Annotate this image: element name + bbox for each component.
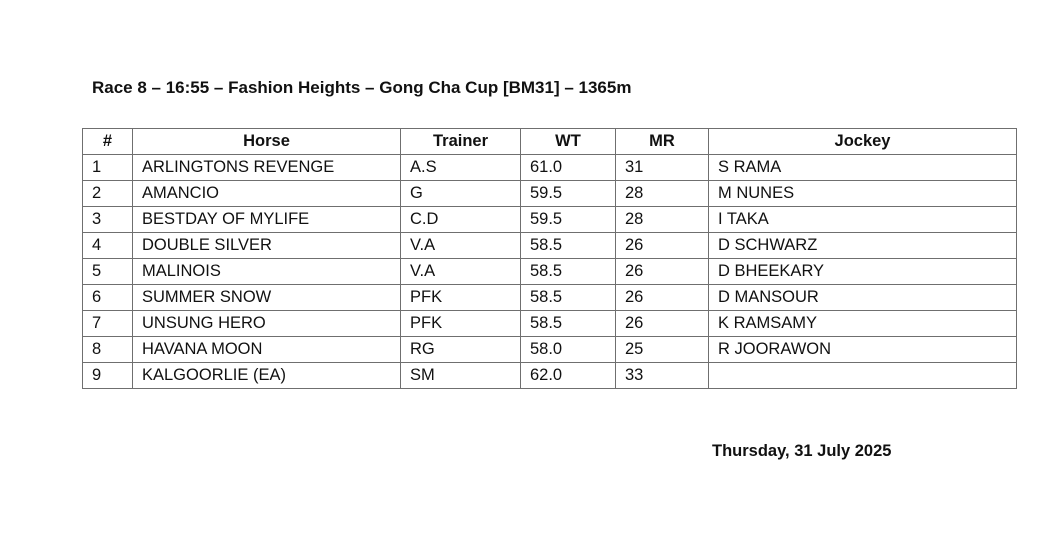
cell-merit-rating: 33 xyxy=(616,363,709,389)
header-horse: Horse xyxy=(133,129,401,155)
cell-number: 3 xyxy=(83,207,133,233)
header-merit-rating: MR xyxy=(616,129,709,155)
cell-trainer: A.S xyxy=(401,155,521,181)
table-row xyxy=(83,285,1017,311)
cell-jockey: S RAMA xyxy=(709,155,1017,181)
cell-number: 4 xyxy=(83,233,133,259)
cell-trainer: G xyxy=(401,181,521,207)
header-weight: WT xyxy=(521,129,616,155)
cell-number: 2 xyxy=(83,181,133,207)
cell-jockey: I TAKA xyxy=(709,207,1017,233)
cell-number: 6 xyxy=(83,285,133,311)
cell-trainer: PFK xyxy=(401,285,521,311)
table-row xyxy=(83,363,1017,389)
table-row xyxy=(83,259,1017,285)
cell-jockey xyxy=(709,363,1017,389)
cell-merit-rating: 31 xyxy=(616,155,709,181)
cell-jockey: K RAMSAMY xyxy=(709,311,1017,337)
cell-merit-rating: 26 xyxy=(616,285,709,311)
cell-horse: MALINOIS xyxy=(133,259,401,285)
cell-trainer: V.A xyxy=(401,233,521,259)
cell-weight: 59.5 xyxy=(521,207,616,233)
cell-trainer: V.A xyxy=(401,259,521,285)
cell-horse: ARLINGTONS REVENGE xyxy=(133,155,401,181)
cell-weight: 58.5 xyxy=(521,233,616,259)
table-header-row xyxy=(83,129,1017,155)
cell-horse: DOUBLE SILVER xyxy=(133,233,401,259)
cell-jockey: D BHEEKARY xyxy=(709,259,1017,285)
cell-merit-rating: 25 xyxy=(616,337,709,363)
table-body xyxy=(83,155,1017,389)
cell-number: 7 xyxy=(83,311,133,337)
cell-weight: 58.5 xyxy=(521,285,616,311)
cell-weight: 58.5 xyxy=(521,259,616,285)
cell-jockey: D MANSOUR xyxy=(709,285,1017,311)
cell-trainer: C.D xyxy=(401,207,521,233)
table-row xyxy=(83,311,1017,337)
table-row xyxy=(83,337,1017,363)
cell-horse: AMANCIO xyxy=(133,181,401,207)
header-trainer: Trainer xyxy=(401,129,521,155)
cell-merit-rating: 28 xyxy=(616,207,709,233)
cell-trainer: RG xyxy=(401,337,521,363)
cell-weight: 59.5 xyxy=(521,181,616,207)
cell-jockey: R JOORAWON xyxy=(709,337,1017,363)
table-row xyxy=(83,155,1017,181)
race-date: Thursday, 31 July 2025 xyxy=(712,442,892,460)
table-row xyxy=(83,181,1017,207)
cell-jockey: M NUNES xyxy=(709,181,1017,207)
cell-jockey: D SCHWARZ xyxy=(709,233,1017,259)
cell-horse: BESTDAY OF MYLIFE xyxy=(133,207,401,233)
cell-number: 1 xyxy=(83,155,133,181)
cell-trainer: SM xyxy=(401,363,521,389)
cell-weight: 58.5 xyxy=(521,311,616,337)
cell-number: 5 xyxy=(83,259,133,285)
cell-weight: 62.0 xyxy=(521,363,616,389)
cell-merit-rating: 26 xyxy=(616,259,709,285)
cell-trainer: PFK xyxy=(401,311,521,337)
cell-number: 8 xyxy=(83,337,133,363)
cell-horse: SUMMER SNOW xyxy=(133,285,401,311)
racecard-table xyxy=(82,128,1017,389)
cell-horse: UNSUNG HERO xyxy=(133,311,401,337)
cell-horse: KALGOORLIE (EA) xyxy=(133,363,401,389)
cell-merit-rating: 26 xyxy=(616,311,709,337)
cell-merit-rating: 28 xyxy=(616,181,709,207)
cell-weight: 61.0 xyxy=(521,155,616,181)
cell-number: 9 xyxy=(83,363,133,389)
cell-horse: HAVANA MOON xyxy=(133,337,401,363)
race-title: Race 8 – 16:55 – Fashion Heights – Gong Cha Cup [BM31] – 1365m xyxy=(92,78,632,97)
header-number: # xyxy=(83,129,133,155)
cell-weight: 58.0 xyxy=(521,337,616,363)
table-row xyxy=(83,207,1017,233)
cell-merit-rating: 26 xyxy=(616,233,709,259)
header-jockey: Jockey xyxy=(709,129,1017,155)
table-row xyxy=(83,233,1017,259)
